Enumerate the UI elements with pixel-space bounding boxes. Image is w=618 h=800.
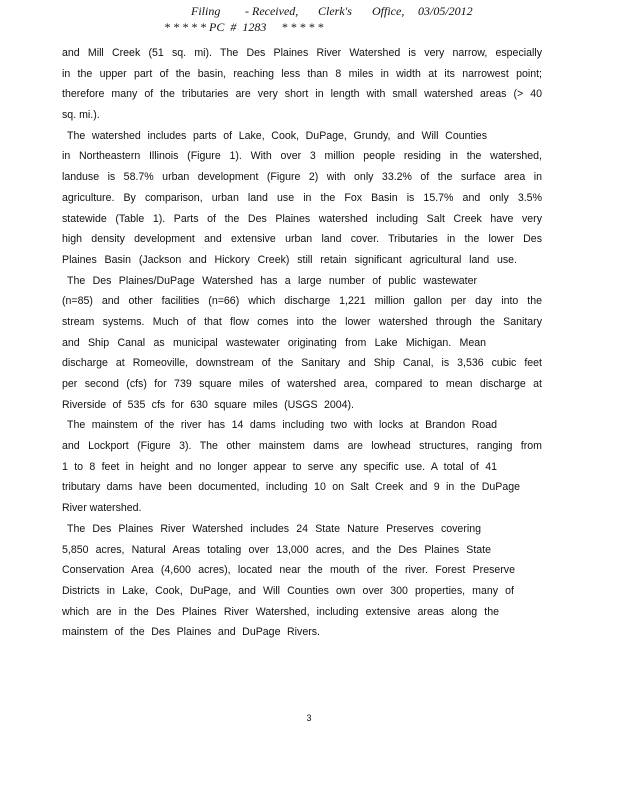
text-line: The watershed includes parts of Lake, Cook, DuPage, Grundy, and Will Counties <box>67 129 487 142</box>
text-line: landuse is 58.7% urban development (Figure 2) with only 33.2% of the surface area in <box>62 171 542 184</box>
text-line: stream systems. Much of that flow comes into the lower watershed through the Sanitary <box>62 315 542 328</box>
text-line: 1 to 8 feet in height and no longer appear to serve any specific use. A total of 41 <box>62 460 497 473</box>
text-line: River watershed. <box>62 502 142 515</box>
text-line: (n=85) and other facilities (n=66) which discharge 1,221 million gallon per day into the <box>62 295 542 308</box>
text-line: tributary dams have been documented, including 10 on Salt Creek and 9 in the DuPage <box>62 481 520 494</box>
text-line: therefore many of the tributaries are very short in length with small watershed areas (> 40 <box>62 88 542 101</box>
body-text <box>62 43 542 643</box>
text-line: and Lockport (Figure 3). The other mainstem dams are lowhead structures, ranging from <box>62 440 542 453</box>
text-line: mainstem of the Des Plaines and DuPage Rivers. <box>62 626 320 639</box>
text-line: statewide (Table 1). Parts of the Des Plaines watershed including Salt Creek have very <box>62 212 542 225</box>
text-line: Districts in Lake, Cook, DuPage, and Will Counties own over 300 properties, many of <box>62 584 514 597</box>
header-word: Filing <box>191 4 221 18</box>
text-line: and Mill Creek (51 sq. mi). The Des Plaines River Watershed is very narrow, especially <box>62 47 542 59</box>
text-line: The Des Plaines/DuPage Watershed has a large number of public wastewater <box>67 274 477 287</box>
text-line: discharge at Romeoville, downstream of the Sanitary and Ship Canal, is 3,536 cubic feet <box>62 357 542 370</box>
header-word: Clerk's <box>318 4 352 18</box>
pc-number: * * * * * PC # 1283 * * * * * <box>164 20 324 34</box>
text-line: agriculture. By comparison, urban land use in the Fox Basin is 15.7% and only 3.5% <box>62 191 542 204</box>
text-line: The Des Plaines River Watershed includes 24 State Nature Preserves covering <box>67 522 481 535</box>
text-line: in Northeastern Illinois (Figure 1). With over 3 million people residing in the watershed, <box>62 150 542 163</box>
text-line: high density development and extensive urban land cover. Tributaries in the lower Des <box>62 233 542 246</box>
page-number: 3 <box>306 713 312 723</box>
text-line: and Ship Canal as municipal wastewater originating from Lake Michigan. Mean <box>62 336 486 349</box>
text-line: 5,850 acres, Natural Areas totaling over 13,000 acres, and the Des Plaines State <box>62 543 491 556</box>
text-line: Conservation Area (4,600 acres), located near the mouth of the river. Forest Preserve <box>62 564 515 577</box>
header-date: 03/05/2012 <box>418 4 473 18</box>
text-line: which are in the Des Plaines River Watershed, including extensive areas along the <box>62 605 499 618</box>
text-line: Plaines Basin (Jackson and Hickory Creek) still retain significant agricultural land use. <box>62 253 517 266</box>
text-line: per second (cfs) for 739 square miles of watershed area, compared to mean discharge at <box>62 378 542 390</box>
header-word: Office, <box>372 4 405 18</box>
text-line: The mainstem of the river has 14 dams including two with locks at Brandon Road <box>67 419 497 432</box>
text-line: sq. mi.). <box>62 109 100 122</box>
header-word: - Received, <box>245 4 299 18</box>
text-line: Riverside of 535 cfs for 630 square miles (USGS 2004). <box>62 398 354 411</box>
text-line: in the upper part of the basin, reaching less than 8 miles in width at its narrowest point; <box>62 67 542 80</box>
